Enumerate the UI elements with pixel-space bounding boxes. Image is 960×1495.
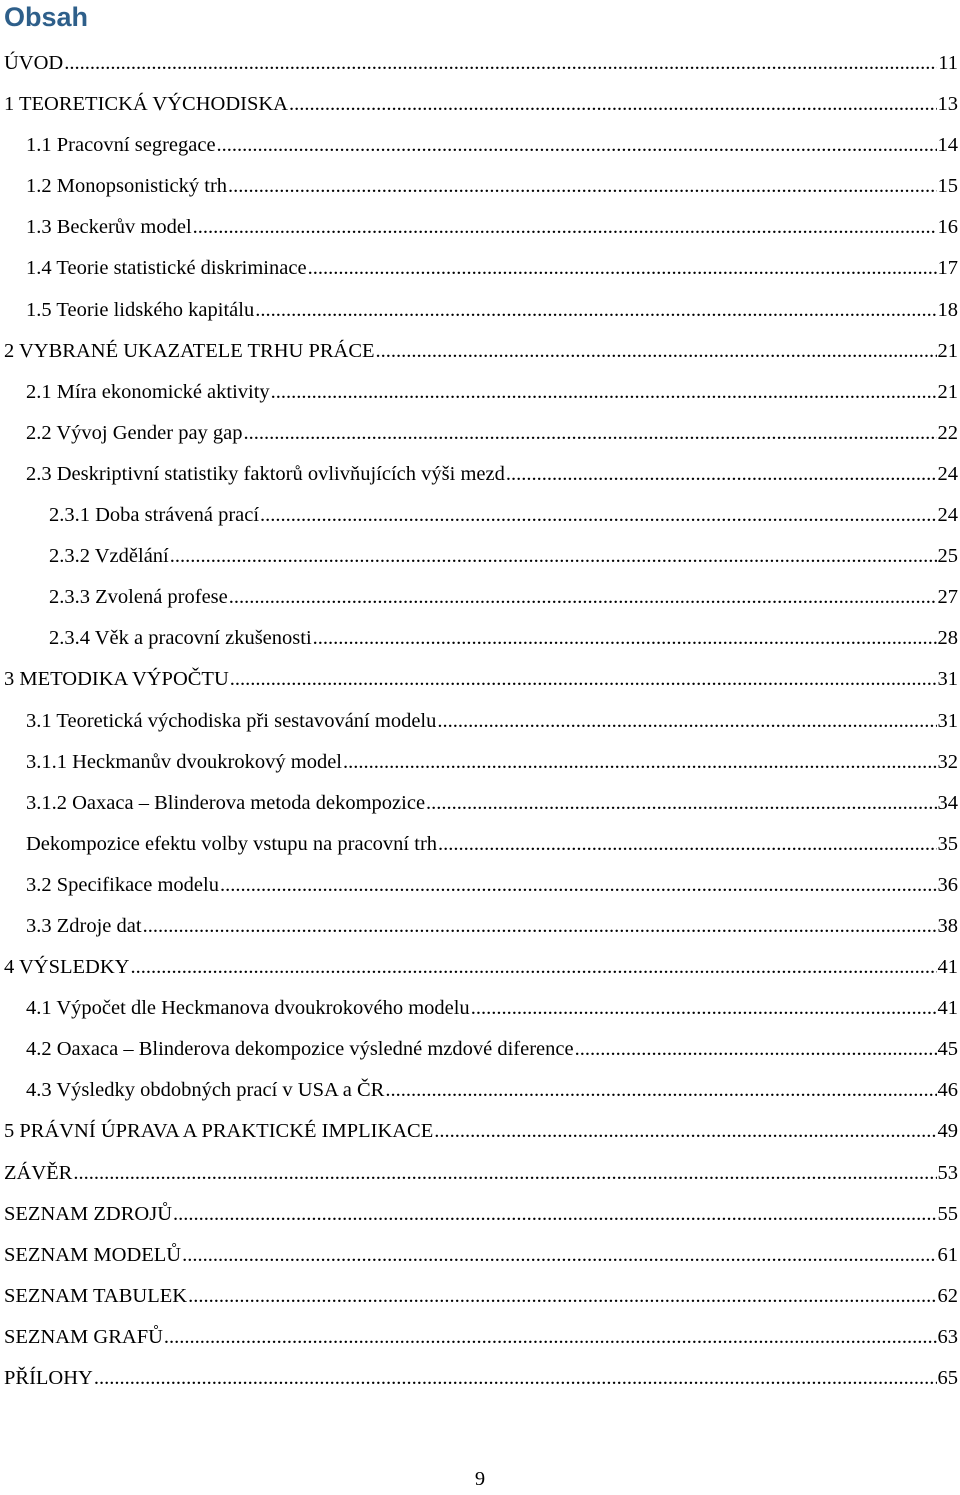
toc-dot-leader (94, 1367, 937, 1390)
toc-entry-title: 2.1 Míra ekonomické aktivity (26, 380, 270, 403)
toc-entry-title: PŘÍLOHY (4, 1367, 93, 1389)
toc-dot-leader (220, 874, 937, 897)
toc-entry-page: 18 (937, 298, 958, 321)
toc-dot-leader (143, 915, 937, 938)
toc-dot-leader (437, 710, 936, 733)
toc-dot-leader (385, 1079, 936, 1102)
toc-entry[interactable] (0, 299, 960, 340)
toc-dot-leader (313, 627, 937, 650)
toc-entry-page: 65 (937, 1367, 958, 1389)
toc-entry-page: 34 (937, 791, 958, 814)
toc-dot-leader (173, 1203, 937, 1226)
toc-entry[interactable] (0, 792, 960, 833)
toc-entry-page: 11 (938, 52, 958, 74)
toc-dot-leader (343, 751, 937, 774)
toc-entry[interactable] (0, 422, 960, 463)
toc-entry-page: 28 (937, 627, 958, 650)
toc-entry-title: 1 TEORETICKÁ VÝCHODISKA (4, 93, 288, 116)
toc-entry-page: 22 (937, 421, 958, 444)
toc-dot-leader (130, 956, 936, 979)
toc-entry-title: 2.3.1 Doba strávená prací (49, 504, 260, 527)
toc-entry-page: 61 (937, 1243, 958, 1266)
toc-dot-leader (260, 504, 936, 527)
toc-entry-page: 17 (937, 257, 958, 280)
toc-entry-title: 1.5 Teorie lidského kapitálu (26, 298, 255, 321)
toc-entry-page: 49 (937, 1120, 958, 1143)
toc-entry[interactable] (0, 1244, 960, 1285)
toc-entry-title: SEZNAM MODELŮ (4, 1243, 182, 1266)
toc-entry-title: 1.1 Pracovní segregace (26, 134, 216, 157)
toc-entry-title: 2.3.3 Zvolená profese (49, 586, 228, 609)
toc-entry[interactable] (0, 915, 960, 956)
toc-dot-leader (182, 1244, 936, 1267)
toc-entry-page: 16 (937, 216, 958, 239)
toc-entry-title: 3.1.1 Heckmanův dvoukrokový model (26, 750, 342, 773)
toc-entry[interactable] (0, 1162, 960, 1203)
page-number: 9 (474, 1468, 486, 1490)
toc-entry[interactable] (0, 340, 960, 381)
toc-entry-page: 21 (937, 380, 958, 403)
toc-entry-title: 4.2 Oaxaca – Blinderova dekompozice výsledné mzdové diference (26, 1038, 574, 1061)
toc-dot-leader (271, 381, 937, 404)
toc-entry-page: 31 (937, 709, 958, 732)
toc-entry-title: SEZNAM GRAFŮ (4, 1325, 163, 1348)
table-of-contents (0, 52, 960, 1408)
toc-entry[interactable] (0, 710, 960, 751)
toc-entry-title: 4 VÝSLEDKY (4, 956, 130, 979)
toc-dot-leader (244, 422, 937, 445)
toc-entry-title: 2.3 Deskriptivní statistiky faktorů ovlivňujících výši mezd (26, 462, 505, 485)
toc-entry-title: 2.3.2 Vzdělání (49, 545, 169, 568)
toc-entry-title: 1.4 Teorie statistické diskriminace (26, 257, 307, 280)
toc-dot-leader (73, 1162, 936, 1185)
toc-dot-leader (506, 463, 937, 486)
toc-entry-title: ZÁVĚR (4, 1161, 73, 1184)
toc-entry-page: 32 (937, 750, 958, 773)
toc-dot-leader (575, 1038, 937, 1061)
toc-entry-title: 4.3 Výsledky obdobných prací v USA a ČR (26, 1079, 385, 1102)
toc-entry[interactable] (0, 93, 960, 134)
toc-entry-title: SEZNAM TABULEK (4, 1284, 188, 1307)
toc-entry-title: 3 METODIKA VÝPOČTU (4, 668, 229, 691)
toc-entry-page: 25 (937, 545, 958, 568)
toc-entry-title: 3.1.2 Oaxaca – Blinderova metoda dekompozice (26, 791, 426, 814)
toc-dot-leader (289, 93, 937, 116)
toc-entry-page: 63 (937, 1325, 958, 1348)
toc-entry-title: 3.3 Zdroje dat (26, 914, 142, 937)
toc-dot-leader (308, 257, 937, 280)
toc-entry-page: 21 (937, 339, 958, 362)
toc-entry[interactable] (0, 833, 960, 874)
toc-dot-leader (426, 792, 936, 815)
toc-entry-title: 1.2 Monopsonistický trh (26, 175, 228, 198)
toc-entry-page: 62 (937, 1284, 958, 1307)
toc-entry-page: 41 (937, 956, 958, 979)
toc-entry-title: 4.1 Výpočet dle Heckmanova dvoukrokového modelu (26, 997, 470, 1020)
toc-dot-leader (376, 340, 937, 363)
toc-entry-page: 53 (937, 1161, 958, 1184)
toc-entry-page: 13 (937, 93, 958, 116)
toc-dot-leader (230, 668, 937, 691)
toc-entry[interactable] (0, 175, 960, 216)
toc-dot-leader (217, 134, 937, 157)
toc-dot-leader (193, 216, 937, 239)
toc-entry-page: 55 (937, 1202, 958, 1225)
toc-entry-page: 46 (937, 1079, 958, 1102)
toc-dot-leader (164, 1326, 937, 1349)
toc-entry-title: 5 PRÁVNÍ ÚPRAVA A PRAKTICKÉ IMPLIKACE (4, 1120, 434, 1143)
toc-dot-leader (255, 299, 936, 322)
toc-entry[interactable] (0, 1038, 960, 1079)
toc-entry[interactable] (0, 956, 960, 997)
toc-entry-title: 2 VYBRANÉ UKAZATELE TRHU PRÁCE (4, 339, 375, 362)
toc-heading: Obsah (4, 2, 89, 32)
toc-dot-leader (228, 175, 936, 198)
toc-entry-page: 38 (937, 914, 958, 937)
toc-entry-page: 24 (937, 504, 958, 527)
toc-entry[interactable] (0, 52, 960, 93)
toc-entry[interactable] (0, 874, 960, 915)
toc-entry[interactable] (0, 997, 960, 1038)
toc-entry-title: 1.3 Beckerův model (26, 216, 192, 239)
toc-entry[interactable] (0, 504, 960, 545)
toc-entry[interactable] (0, 1326, 960, 1367)
toc-entry[interactable] (0, 134, 960, 175)
toc-entry-title: 3.1 Teoretická východiska při sestavování modelu (26, 709, 437, 732)
toc-dot-leader (229, 586, 937, 609)
toc-entry-page: 15 (937, 175, 958, 198)
toc-entry-page: 41 (937, 997, 958, 1020)
toc-dot-leader (434, 1120, 936, 1143)
toc-entry-title: 2.2 Vývoj Gender pay gap (26, 421, 243, 444)
toc-entry[interactable] (0, 1079, 960, 1120)
toc-entry[interactable] (0, 1285, 960, 1326)
toc-dot-leader (64, 52, 937, 75)
toc-entry[interactable] (0, 1120, 960, 1161)
toc-entry-page: 27 (937, 586, 958, 609)
toc-dot-leader (188, 1285, 936, 1308)
toc-entry-page: 24 (937, 462, 958, 485)
toc-entry[interactable] (0, 1367, 960, 1408)
toc-entry-page: 31 (937, 668, 958, 691)
toc-dot-leader (438, 833, 936, 856)
toc-entry[interactable] (0, 627, 960, 668)
toc-entry[interactable] (0, 668, 960, 709)
toc-entry-page: 14 (937, 134, 958, 157)
toc-entry-title: SEZNAM ZDROJŮ (4, 1202, 172, 1225)
toc-entry[interactable] (0, 545, 960, 586)
toc-entry-page: 35 (937, 832, 958, 855)
toc-entry[interactable] (0, 216, 960, 257)
toc-entry-page: 45 (937, 1038, 958, 1061)
toc-entry[interactable] (0, 1203, 960, 1244)
toc-entry-title: 3.2 Specifikace modelu (26, 873, 219, 896)
toc-entry-page: 36 (937, 873, 958, 896)
toc-entry-title: Dekompozice efektu volby vstupu na pracovní trh (26, 832, 438, 855)
toc-entry[interactable] (0, 381, 960, 422)
toc-dot-leader (170, 545, 937, 568)
toc-entry-title: ÚVOD (4, 52, 64, 74)
toc-entry[interactable] (0, 586, 960, 627)
toc-dot-leader (471, 997, 937, 1020)
toc-entry[interactable] (0, 257, 960, 298)
toc-entry[interactable] (0, 463, 960, 504)
toc-entry[interactable] (0, 751, 960, 792)
toc-entry-title: 2.3.4 Věk a pracovní zkušenosti (49, 627, 312, 650)
